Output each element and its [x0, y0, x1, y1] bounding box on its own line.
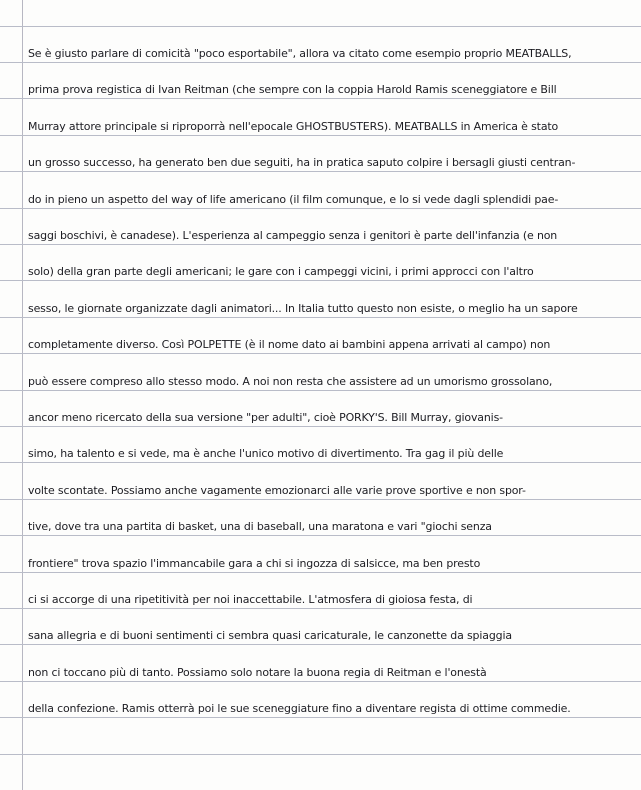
- text-line: volte scontate. Possiamo anche vagamente emozionarci alle varie prove sportive e non spor-: [28, 484, 526, 497]
- text-line: sana allegria e di buoni sentimenti ci sembra quasi caricaturale, le canzonette da spiaggia: [28, 629, 512, 642]
- text-line: solo) della gran parte degli americani; le gare con i campeggi vicini, i primi approcci con l'altro: [28, 265, 534, 278]
- text-line: sesso, le giornate organizzate dagli animatori... In Italia tutto questo non esiste, o meglio ha un sapore: [28, 302, 578, 315]
- text-line: non ci toccano più di tanto. Possiamo solo notare la buona regia di Reitman e l'onestà: [28, 666, 487, 679]
- ruled-line: [0, 26, 641, 27]
- text-line: saggi boschivi, è canadese). L'esperienza al campeggio senza i genitori è parte dell'infanzia (e non: [28, 229, 558, 242]
- text-line: frontiere" trova spazio l'immancabile gara a chi si ingozza di salsicce, ma ben presto: [28, 557, 481, 570]
- text-line: Se è giusto parlare di comicità "poco esportabile", allora va citato come esempio proprio MEATBALLS,: [28, 47, 572, 60]
- text-line: ancor meno ricercato della sua versione "per adulti", cioè PORKY'S. Bill Murray, giovanis-: [28, 411, 503, 424]
- text-line: do in pieno un aspetto del way of life americano (il film comunque, e lo si vede dagli splendidi pae-: [28, 193, 559, 206]
- text-line: simo, ha talento e si vede, ma è anche l'unico motivo di divertimento. Tra gag il più delle: [28, 447, 504, 460]
- text-line: un grosso successo, ha generato ben due seguiti, ha in pratica saputo colpire i bersagli giusti centran-: [28, 156, 576, 169]
- text-line: tive, dove tra una partita di basket, una di baseball, una maratona e vari "giochi senza: [28, 520, 492, 533]
- text-line: può essere compreso allo stesso modo. A noi non resta che assistere ad un umorismo grossolano,: [28, 375, 553, 388]
- text-line: ci si accorge di una ripetitività per noi inaccettabile. L'atmosfera di gioiosa festa, di: [28, 593, 473, 606]
- text-line: prima prova registica di Ivan Reitman (che sempre con la coppia Harold Ramis sceneggiatore e Bill: [28, 83, 557, 96]
- text-line: della confezione. Ramis otterrà poi le sue sceneggiature fino a diventare regista di ottime commedie.: [28, 702, 571, 715]
- margin-line: [22, 0, 23, 790]
- ruled-line: [0, 754, 641, 755]
- text-line: Murray attore principale si riproporrà nell'epocale GHOSTBUSTERS). MEATBALLS in America è stato: [28, 120, 559, 133]
- text-line: completamente diverso. Così POLPETTE (è il nome dato ai bambini appena arrivati al campo) non: [28, 338, 551, 351]
